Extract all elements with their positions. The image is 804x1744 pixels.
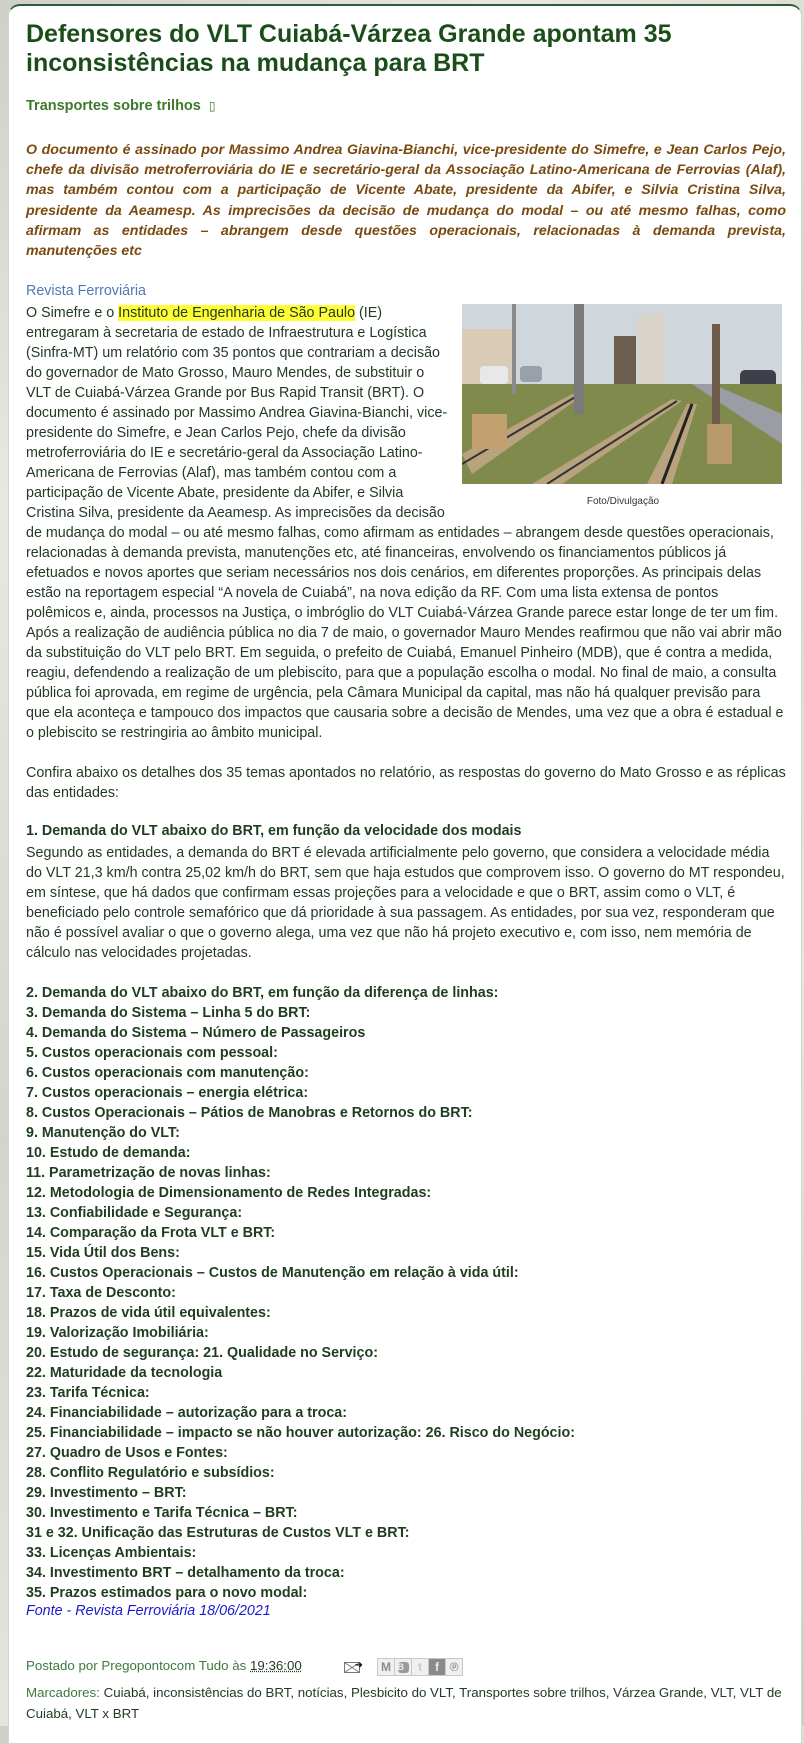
label-separator: , — [145, 1685, 154, 1700]
topic-item: 3. Demanda do Sistema – Linha 5 do BRT: — [26, 1005, 311, 1021]
topic-item: 17. Taxa de Desconto: — [26, 1285, 176, 1301]
item-1-title: 1. Demanda do VLT abaixo do BRT, em função da velocidade dos modais — [26, 823, 522, 839]
topic-item: 15. Vida Útil dos Bens: — [26, 1245, 180, 1261]
post-timestamp-link[interactable]: 19:36:00 — [250, 1658, 302, 1673]
label-separator: , — [605, 1685, 614, 1700]
topic-item: 2. Demanda do VLT abaixo do BRT, em função da diferença de linhas: — [26, 985, 499, 1001]
email-this-icon[interactable]: M — [377, 1658, 395, 1676]
topic-item: 24. Financiabilidade – autorização para a troca: — [26, 1405, 347, 1421]
topic-item: 20. Estudo de segurança: 21. Qualidade no Serviço: — [26, 1345, 378, 1361]
label-link[interactable]: Plesbicito do VLT — [350, 1685, 452, 1700]
post-figure — [460, 304, 786, 512]
topic-item: 11. Parametrização de novas linhas: — [26, 1165, 271, 1181]
label-link[interactable]: VLT — [710, 1685, 733, 1700]
posted-by-prefix: Postado por — [26, 1658, 102, 1673]
topic-item: 33. Licenças Ambientais: — [26, 1545, 197, 1561]
body-intro-before: O Simefre e o — [26, 305, 119, 321]
post-lead: O documento é assinado por Massimo Andrea Giavina-Bianchi, vice-presidente do Simefre, e Jean Carlos Pejo, chefe da divisão metroferroviária do IE e secretário-geral da Associação Latino-Americana de Ferrovias (Alaf), mas também contou com a participação de Vicente Abate, presidente da Abifer, e Silvia Cristina Silva, presidente da Aeamesp. As imprecisões da decisão de mudança do modal – ou até mesmo falhas, como afirmam as entidades – abrangem desde questões operacionais, relacionadas à demanda prevista, manutenções etc — [26, 142, 786, 260]
author-link[interactable]: Pregopontocom Tudo — [101, 1658, 229, 1673]
facebook-share-icon[interactable]: f — [428, 1658, 446, 1676]
topic-item: 8. Custos Operacionais – Pátios de Manobras e Retornos do BRT: — [26, 1105, 473, 1121]
label-separator: , — [68, 1706, 76, 1721]
post-labels — [26, 1682, 786, 1724]
email-post-icon[interactable] — [344, 1662, 360, 1673]
blogthis-glyph: B — [398, 1662, 409, 1673]
topics-list — [26, 983, 786, 1603]
label-link[interactable]: Várzea Grande — [613, 1685, 704, 1700]
topic-item: 30. Investimento e Tarifa Técnica – BRT: — [26, 1505, 298, 1521]
topic-item: 22. Maturidade da tecnologia — [26, 1365, 223, 1381]
blogthis-icon[interactable] — [394, 1658, 412, 1676]
label-separator: , — [343, 1685, 351, 1700]
topic-item: 7. Custos operacionais – energia elétrica: — [26, 1085, 309, 1101]
topic-item: 29. Investimento – BRT: — [26, 1485, 187, 1501]
tofu-glyph-icon: ▯ — [208, 99, 216, 113]
label-separator: , — [732, 1685, 741, 1700]
twitter-share-icon[interactable]: t — [411, 1658, 429, 1676]
vlt-tracks-photo-art — [462, 304, 782, 484]
item-1-body: Segundo as entidades, a demanda do BRT é elevada artificialmente pelo governo, que considera a velocidade média do VLT 21,3 km/h contra 25,02 km/h do BRT, sem que haja estudos que comprovem isso. O governo do MT respondeu, em síntese, que há dados que confirmam essas projeções para a velocidade e que o BRT, assim como o VLT, é beneficiado pelo controle semafórico que dá prioridade à sua passagem. As entidades, por sua vez, responderam que não é possível avaliar o que o governo alega, uma vez que não há projeto executivo e, com isso, nem memória de cálculo nas velocidades projetadas. — [26, 845, 785, 961]
topic-item: 4. Demanda do Sistema – Número de Passageiros — [26, 1025, 366, 1041]
category-link-text: Transportes sobre trilhos — [26, 98, 201, 114]
category-link[interactable] — [26, 98, 216, 114]
ie-highlight-link[interactable]: Instituto de Engenharia de São Paulo — [118, 305, 356, 321]
topic-item: 18. Prazos de vida útil equivalentes: — [26, 1305, 271, 1321]
details-intro: Confira abaixo os detalhes dos 35 temas apontados no relatório, as respostas do governo do Mato Grosso e as réplicas das entidades: — [26, 765, 786, 801]
post-title[interactable]: Defensores do VLT Cuiabá-Várzea Grande apontam 35 inconsistências na mudança para BRT — [26, 20, 672, 77]
post-card — [8, 4, 802, 1744]
topic-item: 31 e 32. Unificação das Estruturas de Custos VLT e BRT: — [26, 1525, 410, 1541]
topic-item: 16. Custos Operacionais – Custos de Manutenção em relação à vida útil: — [26, 1265, 519, 1281]
topic-item: 28. Conflito Regulatório e subsídios: — [26, 1465, 275, 1481]
label-link[interactable]: inconsistências do BRT — [153, 1685, 291, 1700]
label-separator: , — [451, 1685, 460, 1700]
topic-item: 23. Tarifa Técnica: — [26, 1385, 150, 1401]
label-link[interactable]: notícias — [297, 1685, 344, 1700]
post-footer-byline — [26, 1658, 302, 1673]
pinterest-share-icon[interactable]: ℗ — [445, 1658, 463, 1676]
topic-item: 14. Comparação da Frota VLT e BRT: — [26, 1225, 276, 1241]
topic-item: 12. Metodologia de Dimensionamento de Redes Integradas: — [26, 1185, 432, 1201]
label-link[interactable]: VLT x BRT — [75, 1706, 140, 1721]
topic-item: 35. Prazos estimados para o novo modal: — [26, 1585, 308, 1601]
source-credit-link[interactable]: Fonte - Revista Ferroviária 18/06/2021 — [26, 1603, 271, 1619]
topic-item: 10. Estudo de demanda: — [26, 1145, 191, 1161]
post-body — [26, 303, 786, 743]
vlt-tracks-photo — [462, 304, 782, 484]
body-intro-after: (IE) entregaram à secretaria de estado de Infraestrutura e Logística (Sinfra-MT) um relatório com 35 pontos que contrariam a decisão do governador de Mato Grosso, Mauro Mendes, de substituir o VLT de Cuiabá-Várzea Grande por Bus Rapid Transit (BRT). O documento é assinado por Massimo Andrea Giavina-Bianchi, vice-presidente do Simefre, e Jean Carlos Pejo, chefe da divisão metroferroviária do IE e secretário-geral da Associação Latino-Americana de Ferrovias (Alaf), mas também contou com a participação de Vicente Abate, presidente da Abifer, e Silvia Cristina Silva, presidente da Aeamesp. As imprecisões da decisão de mudança do modal – ou até mesmo falhas, como afirmam as entidades – abrangem desde questões operacionais, relacionadas à demanda prevista, manutenções etc, até financeiras, envolvendo os financiamentos públicos já efetuados e novos aportes que seriam necessários nos dois cenários, em diferentes proporções. As principais delas estão na reportagem especial “A novela de Cuiabá”, na nova edição da RF. Com uma lista extensa de pontos polêmicos e, ainda, processos na Justiça, o imbróglio do VLT Cuiabá-Várzea Grande parece estar longe de ter um fim. Após a realização de audiência pública no dia 7 de maio, o governador Mauro Mendes reafirmou que não vai abrir mão da substituição do VLT pelo BRT. Em seguida, o prefeito de Cuiabá, Emanuel Pinheiro (MDB), que é contra a medida, reagiu, defendendo a realização de um plebiscito, para que a população escolha o modal. No final de maio, a consulta pública foi aprovada, em regime de urgência, pela Câmara Municipal da capital, mas não há qualquer previsão para que ela aconteça e tampouco dos impactos que causaria sobre a decisão de Mendes, uma vez que a obra é estadual e o plebiscito se restringiria ao âmbito municipal. — [26, 305, 784, 741]
topic-item: 34. Investimento BRT – detalhamento da troca: — [26, 1565, 345, 1581]
label-link[interactable]: Transportes sobre trilhos — [459, 1685, 606, 1700]
label-link[interactable]: VLT de Cuiabá — [26, 1685, 782, 1721]
topic-item: 9. Manutenção do VLT: — [26, 1125, 180, 1141]
topic-item: 5. Custos operacionais com pessoal: — [26, 1045, 278, 1061]
topic-item: 25. Financiabilidade – impacto se não houver autorização: 26. Risco do Negócio: — [26, 1425, 575, 1441]
topic-item: 27. Quadro de Usos e Fontes: — [26, 1445, 228, 1461]
share-bar — [344, 1658, 463, 1676]
source-label[interactable]: Revista Ferroviária — [26, 283, 146, 299]
labels-prefix: Marcadores: — [26, 1685, 104, 1700]
topic-item: 6. Custos operacionais com manutenção: — [26, 1065, 309, 1081]
label-separator: , — [703, 1685, 711, 1700]
label-link[interactable]: Cuiabá — [103, 1685, 146, 1700]
label-separator: , — [290, 1685, 298, 1700]
topic-item: 19. Valorização Imobiliária: — [26, 1325, 209, 1341]
topic-item: 13. Confiabilidade e Segurança: — [26, 1205, 243, 1221]
posted-at: às — [228, 1658, 250, 1673]
photo-caption: Foto/Divulgação — [586, 496, 660, 507]
